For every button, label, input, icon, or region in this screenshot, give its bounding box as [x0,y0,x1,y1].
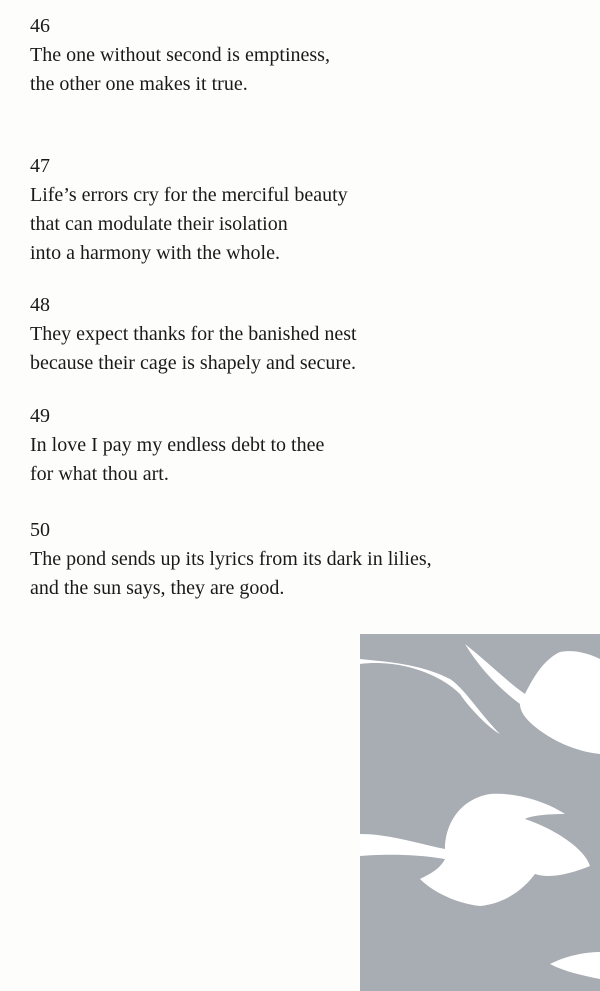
flying-birds-icon [360,634,600,991]
verse-47 [30,152,348,268]
verse-number: 47 [30,155,50,177]
verse-line: They expect thanks for the banished nest [30,323,357,345]
verse-49 [30,402,324,489]
verse-number: 48 [30,294,50,316]
verse-line: and the sun says, they are good. [30,577,285,599]
verse-line: the other one makes it true. [30,73,248,95]
verse-line: The one without second is emptiness, [30,44,330,66]
verse-number: 50 [30,519,50,541]
verse-line: into a harmony with the whole. [30,242,280,264]
verse-line: Life’s errors cry for the merciful beauty [30,184,348,206]
verse-line: for what thou art. [30,463,169,485]
verse-line: that can modulate their isolation [30,213,288,235]
verse-48 [30,291,357,378]
verse-line: because their cage is shapely and secure. [30,352,356,374]
verse-number: 46 [30,15,50,37]
verse-line: The pond sends up its lyrics from its dark in lilies, [30,548,432,570]
verse-50 [30,516,432,603]
verse-46 [30,12,330,99]
verse-line: In love I pay my endless debt to thee [30,434,325,456]
verse-number: 49 [30,405,50,427]
bird-illustration [360,634,600,991]
